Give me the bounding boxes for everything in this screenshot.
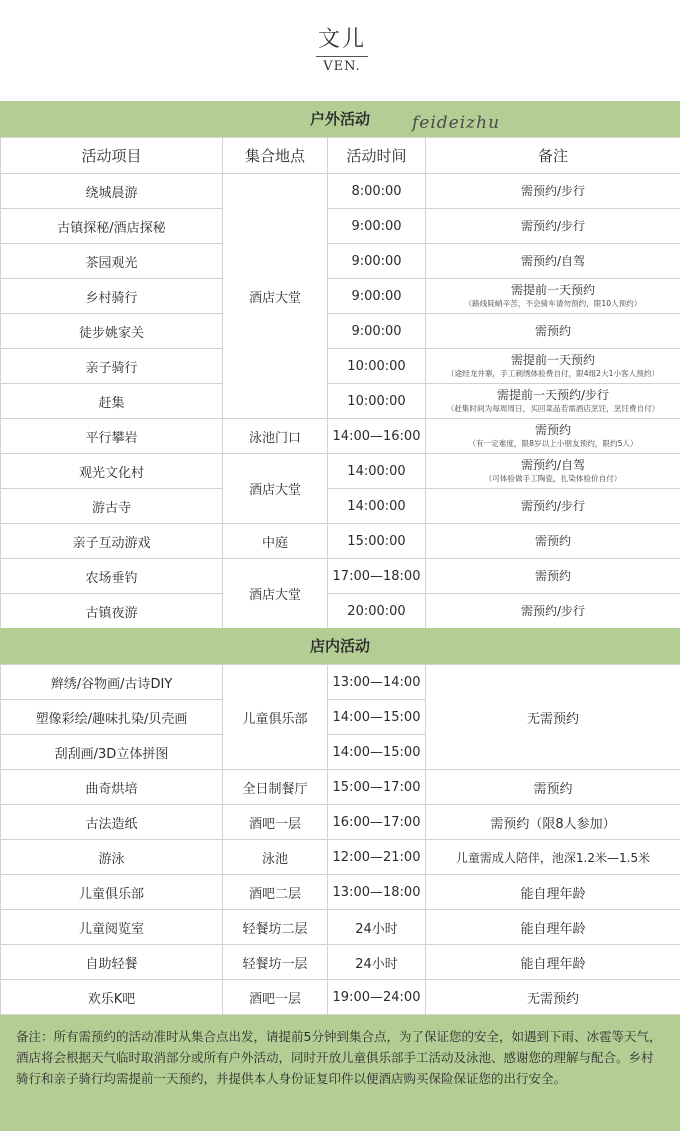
time-cell: 16:00—17:00 <box>328 805 426 840</box>
table-row <box>1 349 680 384</box>
table-row <box>1 980 680 1015</box>
note-text: 需预约 <box>534 323 571 338</box>
time-cell: 15:00:00 <box>328 524 426 559</box>
location-cell: 酒吧一层 <box>223 805 328 840</box>
note-cell: 无需预约 <box>426 980 680 1015</box>
table-row <box>1 279 680 314</box>
note-cell: 儿童需成人陪伴，池深1.2米—1.5米 <box>426 840 680 875</box>
time-cell: 9:00:00 <box>328 209 426 244</box>
table-row <box>1 209 680 244</box>
time-cell: 8:00:00 <box>328 174 426 209</box>
table-row <box>1 910 680 945</box>
note-subtext: （路线陡峭辛苦，不会骑车请勿预约，限10人预约） <box>464 299 642 308</box>
activity-cell: 绕城晨游 <box>1 174 223 209</box>
activity-cell: 儿童阅览室 <box>1 910 223 945</box>
outdoor-script-signature: feideizhu <box>412 113 501 133</box>
activity-cell: 古镇夜游 <box>1 594 223 629</box>
activity-cell: 刮刮画/3D立体拼图 <box>1 735 223 770</box>
footer-note <box>0 1015 680 1131</box>
table-row <box>1 174 680 209</box>
note-text: 需预约/步行 <box>520 218 586 233</box>
time-cell: 9:00:00 <box>328 279 426 314</box>
time-cell: 10:00:00 <box>328 349 426 384</box>
outdoor-section-header <box>0 101 680 137</box>
location-cell: 酒店大堂 <box>223 559 328 629</box>
note-cell <box>426 384 680 419</box>
activity-cell: 自助轻餐 <box>1 945 223 980</box>
note-cell: 需预约 <box>426 770 680 805</box>
table-row <box>1 665 680 700</box>
note-subtext: （有一定难度，限8岁以上小朋友预约，限约5人） <box>468 439 638 448</box>
logo-chinese: 文儿 <box>317 27 366 52</box>
time-cell: 12:00—21:00 <box>328 840 426 875</box>
activity-cell: 塑像彩绘/趣味扎染/贝壳画 <box>1 700 223 735</box>
table-row <box>1 875 680 910</box>
note-text: 需预约 <box>534 533 571 548</box>
time-cell: 19:00—24:00 <box>328 980 426 1015</box>
brand-logo <box>316 26 368 76</box>
table-row <box>1 419 680 454</box>
logo-english: VEN. <box>323 59 361 74</box>
header-location: 集合地点 <box>223 138 328 174</box>
note-cell <box>426 279 680 314</box>
note-subtext: （途经龙井寨，手工刺绣体验费自付，限4组2大1小客人预约） <box>446 369 660 378</box>
note-text: 需预约 <box>534 568 571 583</box>
table-row <box>1 489 680 524</box>
table-header-row <box>1 138 680 174</box>
table-row <box>1 840 680 875</box>
activity-cell: 亲子互动游戏 <box>1 524 223 559</box>
activity-cell: 辫绣/谷物画/古诗DIY <box>1 665 223 700</box>
activity-cell: 古法造纸 <box>1 805 223 840</box>
note-cell: 能自理年龄 <box>426 945 680 980</box>
indoor-section-title: 店内活动 <box>309 637 370 655</box>
header-activity: 活动项目 <box>1 138 223 174</box>
note-cell <box>426 594 680 629</box>
location-cell: 轻餐坊二层 <box>223 910 328 945</box>
activity-cell: 农场垂钓 <box>1 559 223 594</box>
note-cell: 能自理年龄 <box>426 875 680 910</box>
header-note: 备注 <box>426 138 680 174</box>
table-row <box>1 244 680 279</box>
time-cell: 24小时 <box>328 945 426 980</box>
time-cell: 14:00—16:00 <box>328 419 426 454</box>
time-cell: 9:00:00 <box>328 314 426 349</box>
table-row <box>1 524 680 559</box>
location-cell: 酒吧二层 <box>223 875 328 910</box>
note-text: 需预约/自驾 <box>520 458 586 472</box>
location-cell: 轻餐坊一层 <box>223 945 328 980</box>
time-cell: 24小时 <box>328 910 426 945</box>
time-cell: 20:00:00 <box>328 594 426 629</box>
location-cell: 全日制餐厅 <box>223 770 328 805</box>
time-cell: 13:00—18:00 <box>328 875 426 910</box>
time-cell: 9:00:00 <box>328 244 426 279</box>
table-row <box>1 559 680 594</box>
activity-cell: 儿童俱乐部 <box>1 875 223 910</box>
location-cell: 泳池 <box>223 840 328 875</box>
note-cell <box>426 174 680 209</box>
note-cell <box>426 209 680 244</box>
activity-cell: 游泳 <box>1 840 223 875</box>
note-cell <box>426 454 680 489</box>
note-text: 需预约/步行 <box>520 183 586 198</box>
note-text: 需预约/步行 <box>520 603 586 618</box>
table-row <box>1 805 680 840</box>
note-text: 需提前一天预约/步行 <box>496 388 610 402</box>
indoor-activities-table <box>0 664 680 1015</box>
table-row <box>1 945 680 980</box>
footer-note-text: 备注：所有需预约的活动准时从集合点出发，请提前5分钟到集合点，为了保证您的安全，如遇到下雨、冰雹等天气，酒店将会根据天气临时取消部分或所有户外活动，同时开放儿童俱乐部手工活动及泳池、感谢您的理解与配合。乡村骑行和亲子骑行均需提前一天预约，并提供本人身份证复印件以便酒店购买保险保证您的出行安全。 <box>16 1029 662 1086</box>
activity-cell: 徒步姚家关 <box>1 314 223 349</box>
location-cell: 儿童俱乐部 <box>223 665 328 770</box>
note-subtext: （赶集时间为每周周日，买回菜品若需酒店烹饪，烹饪费自付） <box>446 404 660 413</box>
table-row <box>1 384 680 419</box>
note-cell <box>426 419 680 454</box>
note-cell <box>426 349 680 384</box>
note-cell <box>426 489 680 524</box>
note-text: 需提前一天预约 <box>510 283 595 297</box>
outdoor-activities-table <box>0 137 680 629</box>
time-cell: 14:00—15:00 <box>328 700 426 735</box>
activity-cell: 欢乐K吧 <box>1 980 223 1015</box>
activity-cell: 古镇探秘/酒店探秘 <box>1 209 223 244</box>
activity-cell: 赶集 <box>1 384 223 419</box>
time-cell: 14:00:00 <box>328 489 426 524</box>
time-cell: 13:00—14:00 <box>328 665 426 700</box>
time-cell: 15:00—17:00 <box>328 770 426 805</box>
outdoor-section-title: 户外活动 <box>309 110 370 128</box>
table-row <box>1 594 680 629</box>
note-cell <box>426 559 680 594</box>
note-text: 需提前一天预约 <box>510 353 595 367</box>
activity-cell: 亲子骑行 <box>1 349 223 384</box>
location-cell: 酒吧一层 <box>223 980 328 1015</box>
note-cell: 需预约（限8人参加） <box>426 805 680 840</box>
indoor-section-header <box>0 628 680 664</box>
table-row <box>1 314 680 349</box>
time-cell: 14:00—15:00 <box>328 735 426 770</box>
logo-divider <box>316 56 368 57</box>
note-cell: 无需预约 <box>426 665 680 770</box>
note-cell <box>426 314 680 349</box>
note-text: 需预约 <box>534 423 571 437</box>
time-cell: 17:00—18:00 <box>328 559 426 594</box>
location-cell: 中庭 <box>223 524 328 559</box>
note-cell <box>426 244 680 279</box>
activity-cell: 曲奇烘培 <box>1 770 223 805</box>
location-cell: 酒店大堂 <box>223 174 328 419</box>
activity-cell: 游古寺 <box>1 489 223 524</box>
location-cell: 泳池门口 <box>223 419 328 454</box>
note-subtext: （可体验做手工陶瓷，扎染体验价自付） <box>484 474 622 483</box>
time-cell: 10:00:00 <box>328 384 426 419</box>
time-cell: 14:00:00 <box>328 454 426 489</box>
header-time: 活动时间 <box>328 138 426 174</box>
activity-cell: 茶园观光 <box>1 244 223 279</box>
location-cell: 酒店大堂 <box>223 454 328 524</box>
activity-cell: 乡村骑行 <box>1 279 223 314</box>
activity-cell: 平行攀岩 <box>1 419 223 454</box>
activity-cell: 观光文化村 <box>1 454 223 489</box>
note-text: 需预约/步行 <box>520 498 586 513</box>
note-text: 需预约/自驾 <box>520 253 586 268</box>
table-row <box>1 770 680 805</box>
note-cell <box>426 524 680 559</box>
table-row <box>1 454 680 489</box>
note-cell: 能自理年龄 <box>426 910 680 945</box>
